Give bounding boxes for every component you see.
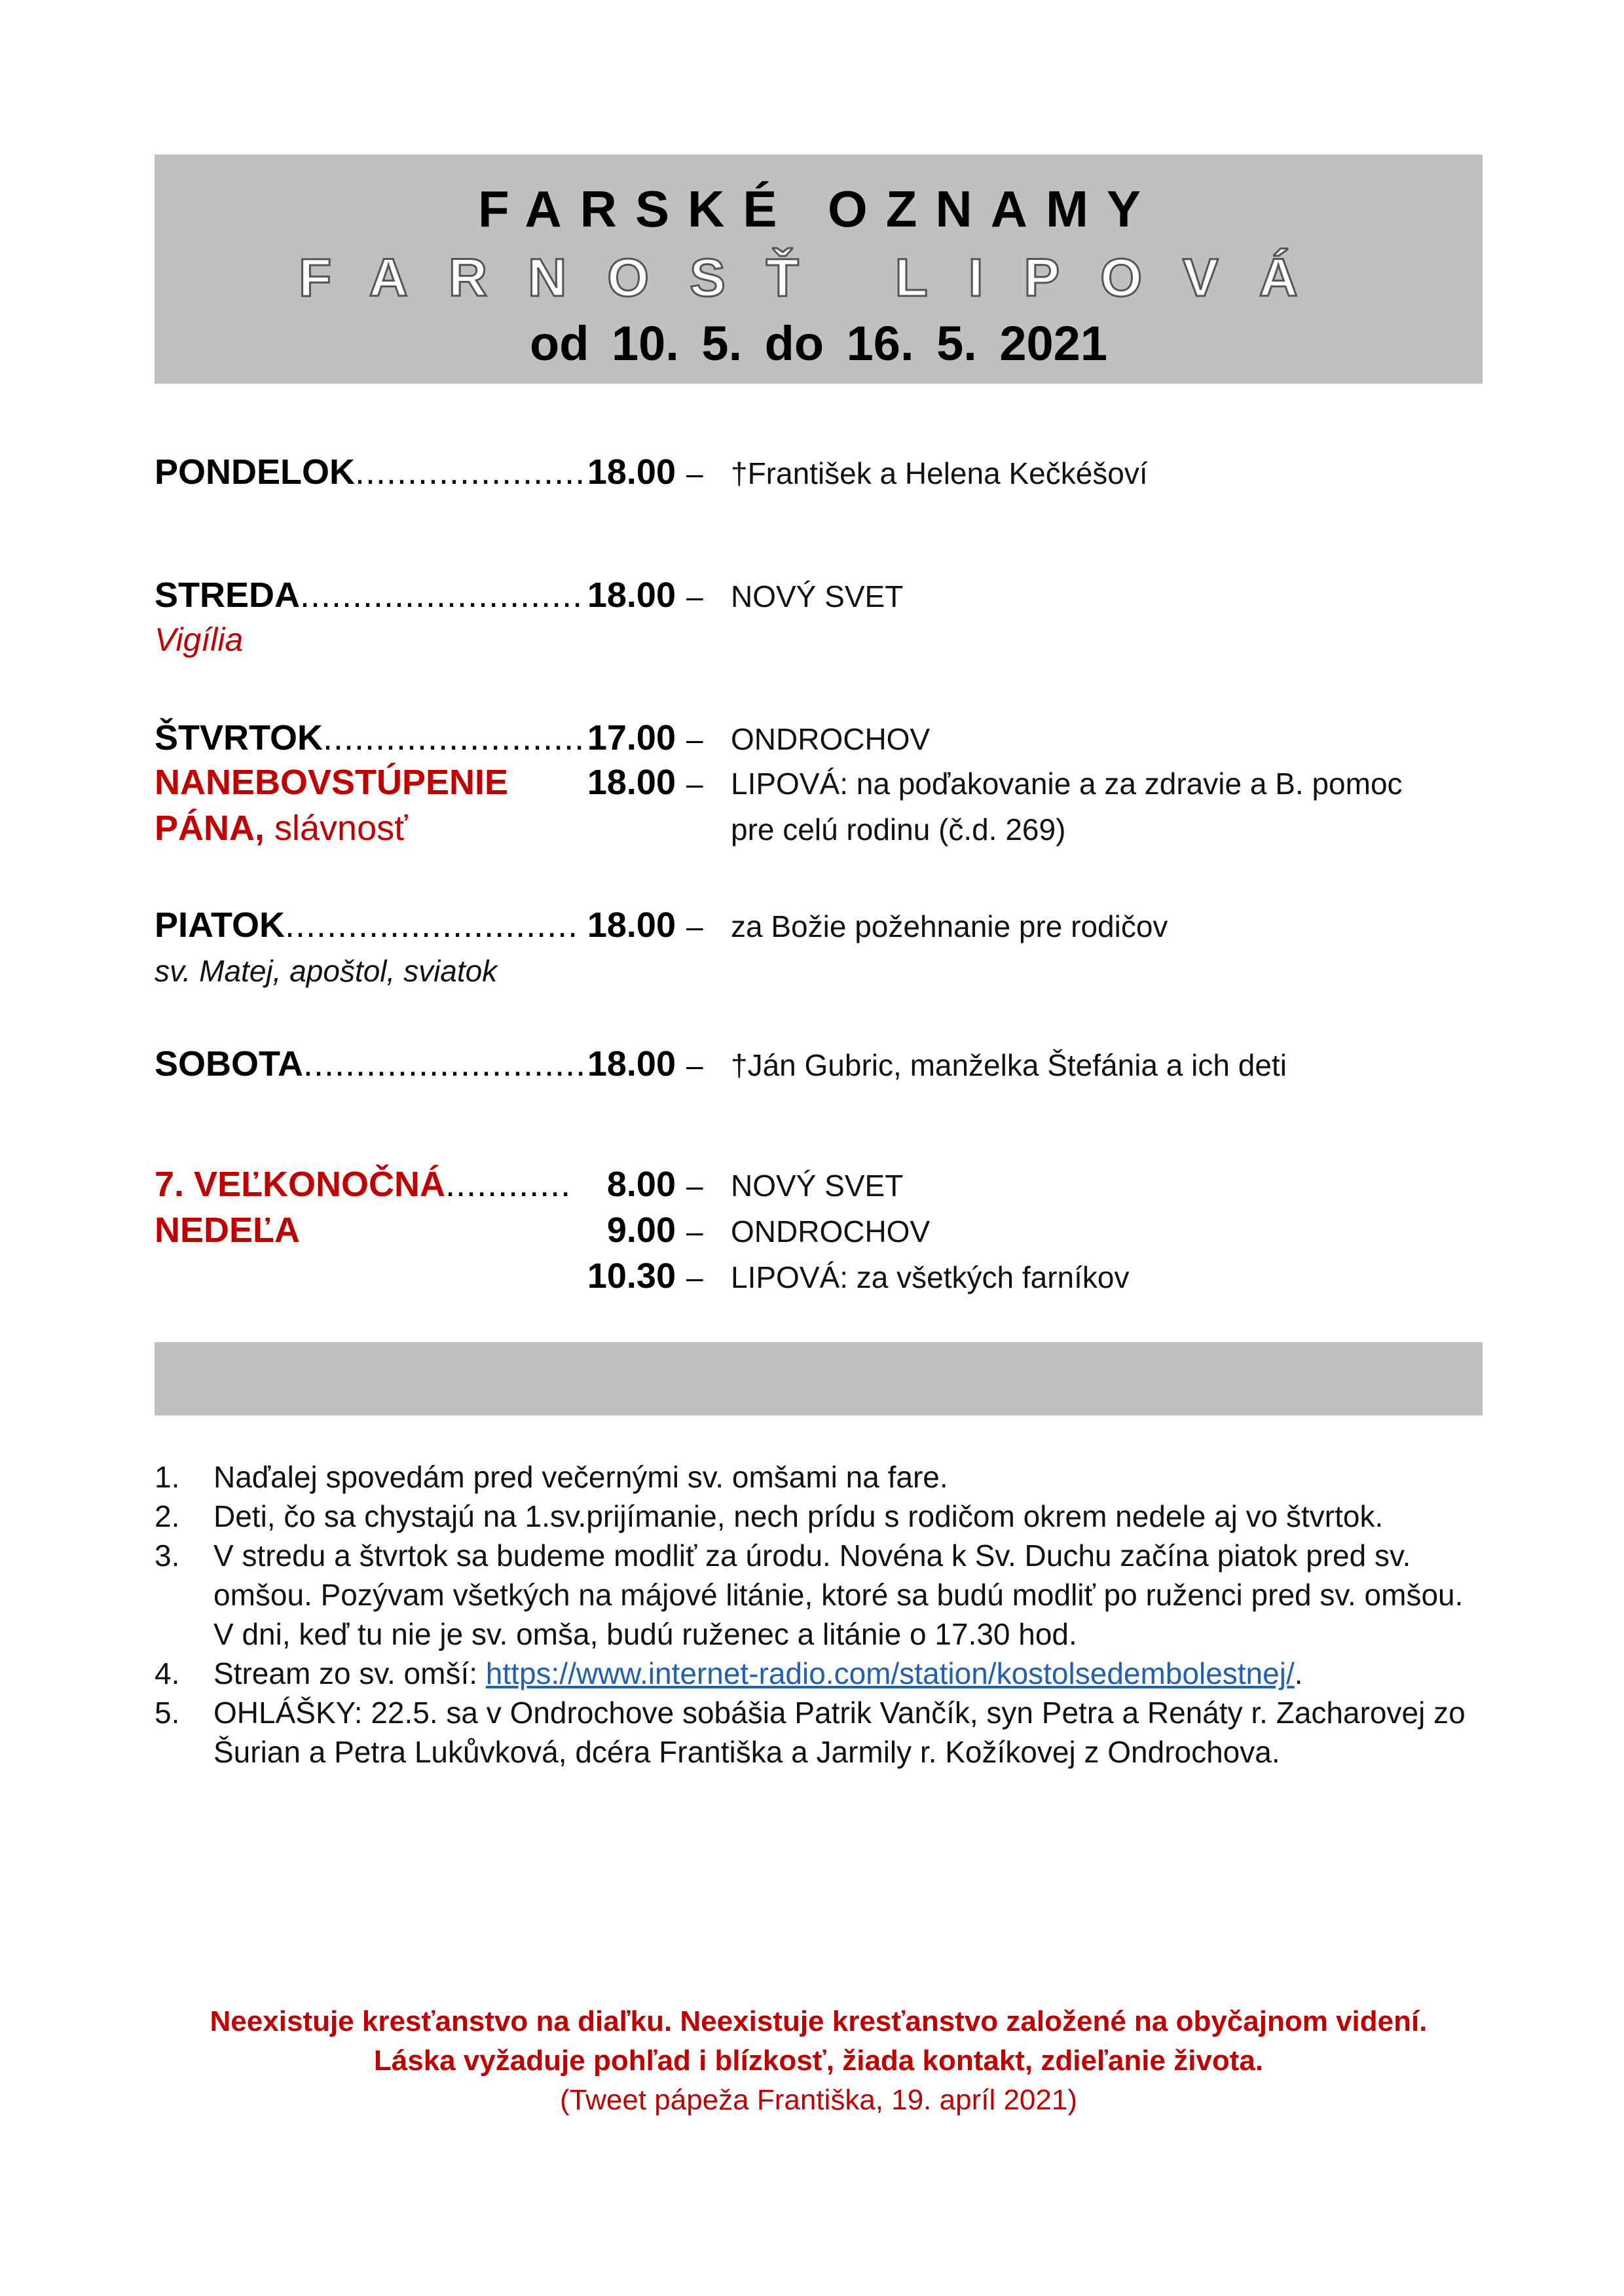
day-label: 7. VEĽKONOČNÁ............ [155, 1165, 572, 1204]
list-item: 3. V stredu a štvrtok sa budeme modliť za úrodu. Novéna k Sv. Duchu začína piatok pred sv. omšou. Pozývam všetkých na májové litánie, ktoré sa budú modliť po ruženci pred sv. omšou. V dni, keď tu nie je sv. omša, budú ruženec a litánie o 17.30 hod. [155, 1539, 1464, 1651]
dash: – [686, 1260, 703, 1294]
header-band [155, 155, 1483, 384]
mass-intention: †František a Helena Kečkéšoví [731, 456, 1148, 490]
liturgical-note: sv. Matej, apoštol, sviatok [155, 954, 498, 988]
liturgical-note: Vigília [155, 621, 244, 658]
feast-name: NANEBOVSTÚPENIE [155, 763, 509, 802]
mass-time: 18.00 [587, 763, 676, 802]
quote-line-1: Neexistuje kresťanstvo na diaľku. Neexistuje kresťanstvo založené na obyčajnom videní. [210, 2005, 1428, 2037]
dash: – [686, 1214, 703, 1248]
list-item: 2. Deti, čo sa chystajú na 1.sv.prijímanie, nech prídu s rodičom okrem nedele aj vo štvrtok. [155, 1499, 1384, 1533]
day-label-cont: NEDEĽA [155, 1211, 301, 1250]
mass-intention: LIPOVÁ: za všetkých farníkov [731, 1260, 1130, 1294]
mass-intention: ONDROCHOV [731, 722, 931, 756]
list-item: 4. Stream zo sv. omší: https://www.internet-radio.com/station/kostolsedembolestnej/. [155, 1656, 1303, 1690]
dash: – [686, 1048, 703, 1082]
feast-name-cont: PÁNA, slávnosť [155, 809, 408, 848]
divider-band [155, 1342, 1483, 1415]
mass-time: 18.00 [587, 1044, 676, 1084]
mass-intention: za Božie požehnanie pre rodičov [731, 909, 1168, 943]
date-range: od 10. 5. do 16. 5. 2021 [530, 316, 1107, 371]
dash: – [686, 456, 703, 490]
quote-line-2: Láska vyžaduje pohľad i blízkosť, žiada kontakt, zdieľanie života. [373, 2045, 1264, 2077]
list-item: 1. Naďalej spovedám pred večernými sv. omšami na fare. [155, 1460, 948, 1494]
mass-time: 8.00 [606, 1165, 676, 1204]
dash: – [686, 767, 703, 801]
dash: – [686, 722, 703, 756]
announcements-list [155, 1457, 1483, 1772]
mass-intention: LIPOVÁ: na poďakovanie a za zdravie a B. pomoc [731, 767, 1403, 801]
mass-intention-cont: pre celú rodinu (č.d. 269) [731, 812, 1066, 847]
mass-intention: †Ján Gubric, manželka Štefánia a ich deti [731, 1048, 1287, 1082]
day-label: SOBOTA........................... [155, 1044, 587, 1084]
mass-time: 18.00 [587, 452, 676, 492]
dash: – [686, 1169, 703, 1203]
list-item: 5. OHLÁŠKY: 22.5. sa v Ondrochove sobášia Patrik Vančík, syn Petra a Renáty r. Zacharovej zo Šurian a Petra Lukůvková, dcéra Františka a Jarmily r. Kožíkovej z Ondrochova. [155, 1696, 1466, 1769]
mass-intention: ONDROCHOV [731, 1214, 931, 1248]
parish-name: FARNOSŤ LIPOVÁ [299, 248, 1338, 308]
stream-link[interactable]: https://www.internet-radio.com/station/kostolsedembolestnej/ [485, 1656, 1295, 1690]
mass-intention: NOVÝ SVET [731, 579, 904, 613]
day-label: ŠTVRTOK......................... [155, 718, 585, 757]
mass-time: 18.00 [587, 575, 676, 615]
day-label: STREDA........................... [155, 575, 583, 615]
mass-time: 10.30 [587, 1256, 676, 1296]
mass-time: 18.00 [587, 905, 676, 945]
dash: – [686, 579, 703, 613]
day-label: PONDELOK...................... [155, 452, 586, 492]
day-label: PIATOK............................ [155, 905, 579, 945]
footer-quote [155, 2002, 1483, 2120]
mass-intention: NOVÝ SVET [731, 1169, 904, 1203]
dash: – [686, 909, 703, 943]
mass-time: 9.00 [606, 1211, 676, 1250]
page-title: FARSKÉ OZNAMY [477, 180, 1160, 238]
mass-time: 17.00 [587, 718, 676, 757]
quote-source: (Tweet pápeža Františka, 19. apríl 2021) [560, 2084, 1077, 2116]
